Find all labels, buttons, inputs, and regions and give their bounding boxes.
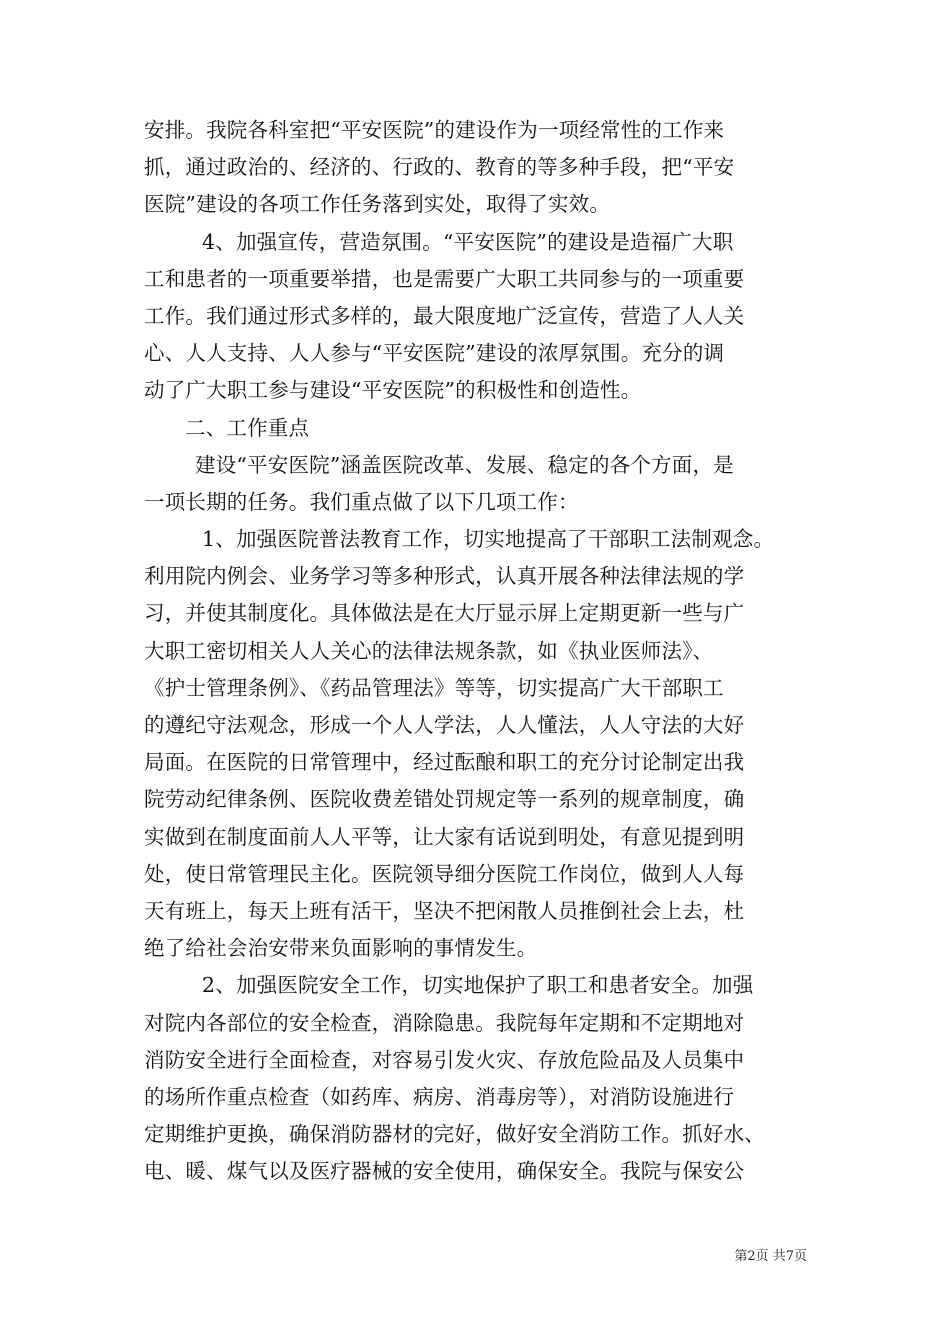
text-line: 的场所作重点检查（如药库、病房、消毒房等），对消防设施进行 <box>144 1084 735 1109</box>
body-text <box>144 112 810 1190</box>
text-line: 抓，通过政治的、经济的、行政的、教育的等多种手段，把“平安 <box>144 155 735 180</box>
text-line: 安排。我院各科室把“平安医院”的建设作为一项经常性的工作来 <box>144 118 725 142</box>
text-line: 定期维护更换，确保消防器材的完好，做好安全消防工作。抓好水、 <box>144 1122 765 1147</box>
text-line: 利用院内例会、业务学习等多种形式，认真开展各种法律法规的学 <box>144 564 745 589</box>
text-line: 建设“平安医院”涵盖医院改革、发展、稳定的各个方面，是 <box>195 452 734 477</box>
text-line: 心、人人支持、人人参与“平安医院”建设的浓厚氛围。充分的调 <box>144 341 725 366</box>
text-line: 工和患者的一项重要举措，也是需要广大职工共同参与的一项重要 <box>144 266 745 291</box>
text-line: 《护士管理条例》、《药品管理法》等等，切实提高广大干部职工 <box>144 675 724 700</box>
text-line: 习，并使其制度化。具体做法是在大厅显示屏上定期更新一些与广 <box>144 601 745 626</box>
text-line: 二、工作重点 <box>185 415 310 440</box>
text-line: 天有班上，每天上班有活干，坚决不把闲散人员推倒社会上去，杜 <box>144 898 745 923</box>
text-line: 消防安全进行全面检查，对容易引发火灾、存放危险品及人员集中 <box>144 1047 745 1072</box>
page-number: 第2页 共7页 <box>734 1249 807 1264</box>
text-line: 实做到在制度面前人人平等，让大家有话说到明处，有意见提到明 <box>144 824 745 849</box>
text-line: 的遵纪守法观念，形成一个人人学法，人人懂法，人人守法的大好 <box>144 713 745 737</box>
text-line: 院劳动纪律条例、医院收费差错处罚规定等一系列的规章制度，确 <box>144 787 745 812</box>
text-line: 动了广大职工参与建设“平安医院”的积极性和创造性。 <box>144 378 642 403</box>
text-line: 局面。在医院的日常管理中，经过酝酿和职工的充分讨论制定出我 <box>144 750 745 775</box>
text-line: 工作。我们通过形式多样的，最大限度地广泛宣传，营造了人人关 <box>144 303 745 328</box>
text-line: 电、暖、煤气以及医疗器械的安全使用，确保安全。我院与保安公 <box>144 1159 745 1184</box>
text-line: 一项长期的任务。我们重点做了以下几项工作： <box>144 489 579 514</box>
text-line: 对院内各部位的安全检查，消除隐患。我院每年定期和不定期地对 <box>144 1010 745 1035</box>
text-line: 4、加强宣传，营造氛围。“平安医院”的建设是造福广大职 <box>202 229 734 254</box>
text-line: 处，使日常管理民主化。医院领导细分医院工作岗位，做到人人每 <box>144 861 745 886</box>
text-line: 1、加强医院普法教育工作，切实地提高了干部职工法制观念。 <box>202 527 775 552</box>
text-line: 大职工密切相关人人关心的法律法规条款，如《执业医师法》、 <box>144 638 714 663</box>
text-line: 医院”建设的各项工作任务落到实处，取得了实效。 <box>144 192 611 217</box>
text-line: 2、加强医院安全工作，切实地保护了职工和患者安全。加强 <box>202 973 754 998</box>
text-line: 绝了给社会治安带来负面影响的事情发生。 <box>144 936 538 961</box>
